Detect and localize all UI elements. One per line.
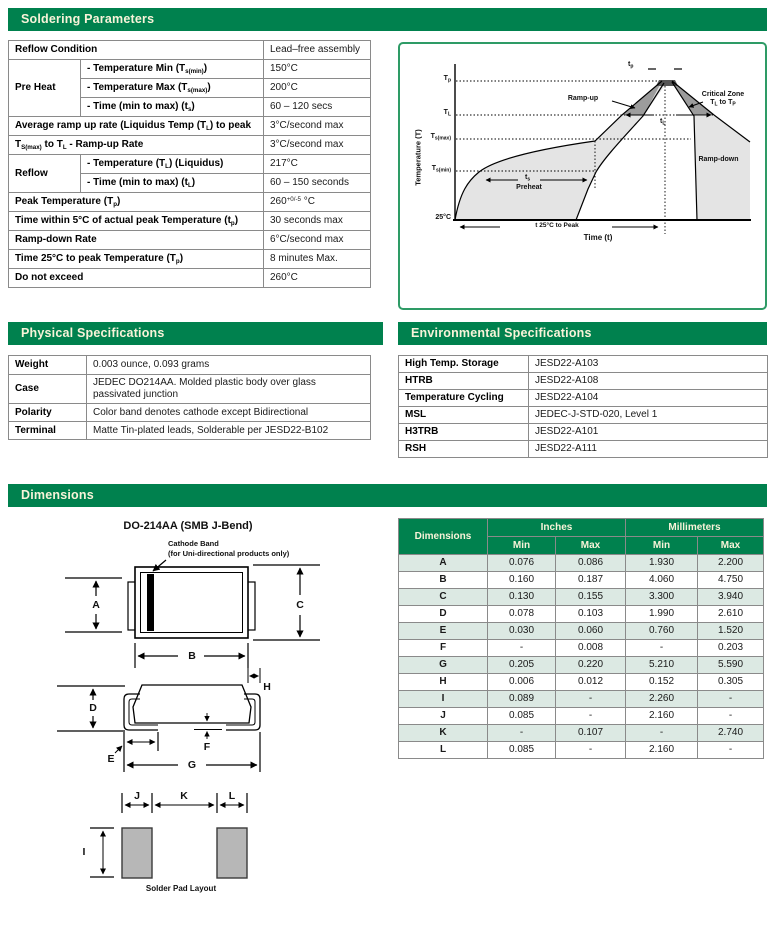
cell-mm-max: 0.203 (698, 640, 764, 657)
cell-mm-max: - (698, 708, 764, 725)
param-label: Peak Temperature $(T_p)$ (9, 193, 264, 212)
param-label: Reflow Condition (9, 41, 264, 60)
table-row (399, 373, 768, 390)
table-row (399, 606, 764, 623)
cell-in-max: 0.012 (556, 674, 626, 691)
dim-letter-B: B (188, 649, 196, 662)
table-row (399, 708, 764, 725)
table-row (399, 572, 764, 589)
spec-label: MSL (399, 407, 529, 424)
cell-in-max: - (556, 742, 626, 759)
cathode-band-note-line1: Cathode Band (168, 539, 219, 548)
param-value: $260^{+0/-5}$ °C (264, 193, 371, 212)
cell-mm-min: 2.160 (626, 742, 698, 759)
cell-mm-min: 0.152 (626, 674, 698, 691)
section-title: Environmental Specifications (411, 326, 592, 340)
spec-label: H3TRB (399, 424, 529, 441)
table-row (399, 555, 764, 572)
cell-mm-max: 1.520 (698, 623, 764, 640)
cell-in-max: 0.103 (556, 606, 626, 623)
table-row (9, 250, 371, 269)
table-row (9, 155, 371, 174)
table-row (399, 356, 768, 373)
cell-mm-min: 3.300 (626, 589, 698, 606)
cell-in-min: 0.205 (488, 657, 556, 674)
table-row (9, 404, 371, 422)
cell-in-max: 0.155 (556, 589, 626, 606)
param-label: Do not exceed (9, 269, 264, 288)
table-row (399, 441, 768, 458)
dim-letter-F: F (203, 740, 211, 753)
dim-letter-J: J (134, 789, 140, 802)
reflow-profile-figure (398, 42, 767, 310)
chart-label-ramp-down: Ramp-down (698, 156, 739, 163)
table-row (399, 407, 768, 424)
cell-in-max: 0.008 (556, 640, 626, 657)
spec-label: Temperature Cycling (399, 390, 529, 407)
spec-label: HTRB (399, 373, 529, 390)
spec-value: JESD22-A101 (529, 424, 768, 441)
cell-mm-max: 3.940 (698, 589, 764, 606)
spec-value: JESD22-A103 (529, 356, 768, 373)
cell-dim: K (399, 725, 488, 742)
cell-in-max: 0.220 (556, 657, 626, 674)
section-header-dimensions (8, 484, 767, 507)
spec-label: Weight (9, 356, 87, 375)
cell-dim: J (399, 708, 488, 725)
param-label: - Temperature $(T_L)$ (Liquidus) (81, 155, 264, 174)
spec-value: JESD22-A104 (529, 390, 768, 407)
chart-tick-tp: $T_p$ (443, 75, 451, 84)
table-row (9, 41, 371, 60)
table-row (9, 117, 371, 136)
cell-dim: F (399, 640, 488, 657)
cell-dim: H (399, 674, 488, 691)
param-label: - Temperature Max $(T_{s(max)})$ (81, 79, 264, 98)
table-row (9, 212, 371, 231)
chart-label-ramp-up: Ramp-up (567, 95, 599, 102)
cell-mm-max: 4.750 (698, 572, 764, 589)
table-row (9, 269, 371, 288)
table-row (399, 390, 768, 407)
cell-mm-min: 4.060 (626, 572, 698, 589)
table-row (9, 60, 371, 79)
table-row (9, 375, 371, 404)
cell-mm-min: 5.210 (626, 657, 698, 674)
dim-letter-G: G (187, 758, 197, 771)
cell-in-min: 0.030 (488, 623, 556, 640)
chart-y-axis-label: Temperature (T) (413, 129, 423, 186)
cell-dim: A (399, 555, 488, 572)
cell-in-min: 0.130 (488, 589, 556, 606)
table-row (9, 136, 371, 155)
param-value: Lead–free assembly (264, 41, 371, 60)
spec-value: JEDEC-J-STD-020, Level 1 (529, 407, 768, 424)
chart-label-tp-time: $t_p$ (628, 61, 634, 70)
cell-in-min: 0.006 (488, 674, 556, 691)
spec-value: Color band denotes cathode except Bidirectional (87, 404, 371, 422)
cell-dim: D (399, 606, 488, 623)
cell-mm-min: - (626, 640, 698, 657)
cell-mm-max: - (698, 691, 764, 708)
param-value: 30 seconds max (264, 212, 371, 231)
cathode-band-note (168, 539, 289, 559)
param-label: Time 25°C to peak Temperature $(T_p)$ (9, 250, 264, 269)
dim-letter-K: K (180, 789, 188, 802)
param-label: Time within 5°C of actual peak Temperature $(t_p)$ (9, 212, 264, 231)
col-header-max: Max (556, 537, 626, 555)
dimensions-table (398, 518, 764, 759)
cell-in-max: - (556, 691, 626, 708)
cell-in-max: 0.086 (556, 555, 626, 572)
param-label: Average ramp up rate (Liquidus Temp $(T_L)$ to peak (9, 117, 264, 136)
section-title: Soldering Parameters (21, 12, 155, 26)
table-row (399, 691, 764, 708)
table-row (399, 674, 764, 691)
chart-label-preheat: Preheat (516, 184, 542, 191)
cell-mm-max: - (698, 742, 764, 759)
table-row (399, 623, 764, 640)
cell-dim: G (399, 657, 488, 674)
cell-in-min: 0.076 (488, 555, 556, 572)
cell-dim: C (399, 589, 488, 606)
cell-in-min: - (488, 640, 556, 657)
solder-pad-layout-caption: Solder Pad Layout (145, 884, 217, 893)
table-row (9, 356, 371, 375)
cell-in-max: 0.107 (556, 725, 626, 742)
param-label: - Temperature Min $(T_{s(min)})$ (81, 60, 264, 79)
dim-letter-I: I (82, 845, 86, 858)
cell-in-max: 0.060 (556, 623, 626, 640)
table-row (399, 640, 764, 657)
table-row (9, 422, 371, 440)
environmental-specifications-table (398, 355, 768, 458)
physical-specifications-table (8, 355, 371, 440)
table-header-row (399, 519, 764, 537)
param-value: 217°C (264, 155, 371, 174)
cell-mm-max: 2.610 (698, 606, 764, 623)
cell-dim: E (399, 623, 488, 640)
cell-mm-min: 0.760 (626, 623, 698, 640)
package-outline-figure (8, 510, 388, 910)
param-group: Reflow (9, 155, 81, 193)
cell-dim: B (399, 572, 488, 589)
spec-label: Polarity (9, 404, 87, 422)
spec-value: JEDEC DO214AA. Molded plastic body over glass passivated junction (87, 375, 371, 404)
col-header-millimeters: Millimeters (626, 519, 764, 537)
package-outline-diagram (8, 510, 388, 910)
cell-in-min: 0.085 (488, 742, 556, 759)
param-value: 60 – 120 secs (264, 98, 371, 117)
chart-label-tl-time: $t_L$ (660, 118, 666, 127)
cell-mm-min: 2.160 (626, 708, 698, 725)
param-label: - Time (min to max) $(t_s)$ (81, 98, 264, 117)
cell-in-min: 0.089 (488, 691, 556, 708)
dim-letter-E: E (107, 752, 115, 765)
chart-label-t25-to-peak: t 25°C to Peak (502, 222, 612, 229)
param-value: 8 minutes Max. (264, 250, 371, 269)
spec-value: JESD22-A108 (529, 373, 768, 390)
table-row (399, 725, 764, 742)
dim-letter-D: D (89, 701, 97, 714)
param-value: 3°C/second max (264, 117, 371, 136)
spec-label: RSH (399, 441, 529, 458)
chart-label-critical-zone: Critical Zone $T_L$ to $T_P$ (701, 91, 745, 108)
table-row (399, 424, 768, 441)
dim-letter-H: H (263, 680, 271, 693)
param-value: 6°C/second max (264, 231, 371, 250)
spec-value: JESD22-A111 (529, 441, 768, 458)
param-value: 260°C (264, 269, 371, 288)
section-title: Physical Specifications (21, 326, 165, 340)
cell-in-max: - (556, 708, 626, 725)
col-header-dimensions: Dimensions (399, 519, 488, 555)
cell-mm-min: - (626, 725, 698, 742)
table-row (399, 589, 764, 606)
col-header-max: Max (698, 537, 764, 555)
spec-value: 0.003 ounce, 0.093 grams (87, 356, 371, 375)
param-group: Pre Heat (9, 60, 81, 117)
table-row (399, 657, 764, 674)
spec-label: Terminal (9, 422, 87, 440)
param-value: 150°C (264, 60, 371, 79)
chart-tick-tl: $T_L$ (443, 109, 451, 118)
chart-tick-tsmax: $T_{s(max)}$ (430, 133, 451, 142)
cell-dim: I (399, 691, 488, 708)
param-label: - Time (min to max) $(t_L)$ (81, 174, 264, 193)
spec-value: Matte Tin-plated leads, Solderable per JESD22-B102 (87, 422, 371, 440)
col-header-inches: Inches (488, 519, 626, 537)
cell-in-min: 0.078 (488, 606, 556, 623)
col-header-min: Min (626, 537, 698, 555)
section-title: Dimensions (21, 488, 94, 502)
param-value: 200°C (264, 79, 371, 98)
reflow-profile-chart (398, 42, 767, 310)
soldering-parameters-table (8, 40, 371, 288)
param-value: 60 – 150 seconds (264, 174, 371, 193)
dim-letter-C: C (296, 598, 304, 611)
cell-mm-min: 2.260 (626, 691, 698, 708)
cell-in-max: 0.187 (556, 572, 626, 589)
chart-tick-tsmin: $T_{s(min)}$ (431, 165, 451, 174)
cell-mm-max: 0.305 (698, 674, 764, 691)
col-header-min: Min (488, 537, 556, 555)
chart-tick-25c: 25°C (435, 214, 451, 221)
section-header-environmental (398, 322, 767, 345)
dim-letter-L: L (228, 789, 236, 802)
chart-x-axis-label: Time (t) (583, 233, 613, 242)
param-label: $T_{S(max)}$ to $T_L$ - Ramp-up Rate (9, 136, 264, 155)
table-row (399, 742, 764, 759)
table-row (9, 193, 371, 212)
param-value: 3°C/second max (264, 136, 371, 155)
spec-label: Case (9, 375, 87, 404)
chart-label-ts-time: $t_s$ (525, 174, 531, 183)
cell-mm-max: 2.200 (698, 555, 764, 572)
param-label: Ramp-down Rate (9, 231, 264, 250)
cell-dim: L (399, 742, 488, 759)
cell-in-min: 0.160 (488, 572, 556, 589)
cell-mm-min: 1.930 (626, 555, 698, 572)
cell-mm-min: 1.990 (626, 606, 698, 623)
cell-mm-max: 5.590 (698, 657, 764, 674)
spec-label: High Temp. Storage (399, 356, 529, 373)
section-header-soldering (8, 8, 767, 31)
table-row (9, 231, 371, 250)
cell-in-min: - (488, 725, 556, 742)
section-header-physical (8, 322, 383, 345)
dim-letter-A: A (92, 598, 100, 611)
cell-in-min: 0.085 (488, 708, 556, 725)
cathode-band-note-line2: (for Uni-directional products only) (168, 549, 290, 559)
package-title: DO-214AA (SMB J-Bend) (123, 520, 253, 532)
cell-mm-max: 2.740 (698, 725, 764, 742)
